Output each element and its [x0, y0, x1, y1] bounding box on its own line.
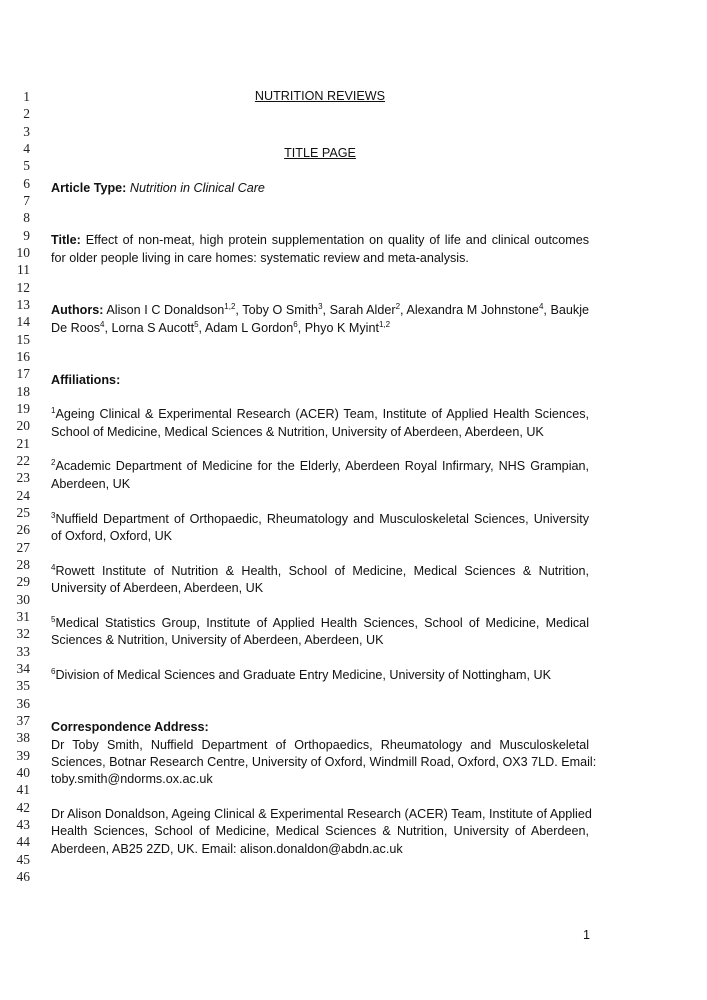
title-label: Title: — [51, 233, 81, 247]
author: Lorna S Aucott$^5$, — [111, 319, 203, 335]
line-number: 46 — [16, 869, 30, 884]
affiliations-heading — [51, 372, 589, 389]
affiliation-1-line-1: $^1$Ageing Clinical & Experimental Research (ACER) Team, Institute of Applied Health Sciences, — [51, 405, 589, 421]
author: Baukje — [550, 303, 590, 317]
affiliation-6-line-1: $^6$Division of Medical Sciences and Graduate Entry Medicine, University of Nottingham, UK — [51, 666, 552, 682]
affiliations-label: Affiliations: — [51, 373, 121, 387]
line-number: 12 — [16, 280, 30, 295]
line-number: 19 — [16, 401, 30, 416]
author: Alison I C Donaldson$^{1,2}$, — [106, 301, 239, 317]
line-number: 27 — [16, 540, 30, 555]
affiliation-5-line-1: $^5$Medical Statistics Group, Institute of Applied Health Sciences, School of Medicine, Medical — [51, 614, 589, 630]
line-number: 13 — [16, 297, 30, 312]
page-number: 1 — [582, 928, 590, 942]
article-type-line — [51, 180, 589, 197]
line-number: 30 — [16, 592, 30, 607]
line-number: 29 — [16, 574, 30, 589]
line-number: 45 — [16, 852, 30, 867]
title-page-heading — [51, 145, 589, 162]
line-number: 34 — [16, 661, 30, 676]
line-number: 1 — [23, 89, 30, 104]
line-number: 8 — [23, 210, 30, 225]
line-number: 32 — [16, 626, 30, 641]
email-link[interactable]: toby.smith@ndorms.ox.ac.uk — [51, 772, 213, 786]
line-number: 23 — [16, 470, 30, 485]
line-number: 33 — [16, 644, 30, 659]
line-number: 25 — [16, 505, 30, 520]
journal-name: NUTRITION REVIEWS — [254, 89, 386, 103]
line-number: 28 — [16, 557, 30, 572]
affiliation-5-line-2: Sciences & Nutrition, University of Aberdeen, Aberdeen, UK — [51, 633, 384, 647]
line-number: 10 — [16, 245, 30, 260]
author: Phyo K Myint$^{1,2}$ — [304, 319, 391, 335]
author: Sarah Alder$^2$, — [329, 301, 404, 317]
author: Toby O Smith$^3$, — [242, 301, 327, 317]
line-number: 40 — [16, 765, 30, 780]
affiliation-3-line-2: of Oxford, Oxford, UK — [51, 529, 173, 543]
title-text-2: for older people living in care homes: systematic review and meta-analysis. — [51, 251, 469, 265]
line-number: 44 — [16, 834, 30, 849]
line-number: 17 — [16, 366, 30, 381]
line-number: 9 — [23, 228, 30, 243]
title-text-1: Effect of non-meat, high protein supplementation on quality of life and clinical outcomes — [85, 233, 590, 247]
line-number: 26 — [16, 522, 30, 537]
line-number: 20 — [16, 418, 30, 433]
title-line-2 — [51, 250, 589, 267]
line-number: 37 — [16, 713, 30, 728]
author: De Roos$^4$, — [51, 319, 108, 335]
title-page-label: TITLE PAGE — [284, 146, 356, 160]
line-number: 16 — [16, 349, 30, 364]
correspondence-1-line-1: Dr Toby Smith, Nuffield Department of Orthopaedics, Rheumatology and Musculoskeletal — [51, 738, 589, 752]
correspondence-1-line-2: Sciences, Botnar Research Centre, University of Oxford, Windmill Road, Oxford, OX3 7LD. Email: — [51, 755, 597, 769]
article-type-value: Nutrition in Clinical Care — [129, 181, 265, 195]
affiliation-3-line-1: $^3$Nuffield Department of Orthopaedic, Rheumatology and Musculoskeletal Sciences, University — [51, 510, 589, 526]
line-number: 11 — [17, 262, 30, 277]
author: Adam L Gordon$^6$, — [204, 319, 302, 335]
line-number: 22 — [16, 453, 30, 468]
title-line-1 — [51, 232, 589, 249]
affiliation-2-line-2: Aberdeen, UK — [51, 477, 131, 491]
authors-label: Authors: — [51, 303, 104, 317]
author: Alexandra M Johnstone$^4$, — [406, 301, 547, 317]
correspondence-2-line-1: Dr Alison Donaldson, Ageing Clinical & Experimental Research (ACER) Team, Institute of Applied — [51, 807, 592, 821]
correspondence-2-line-3: Aberdeen, AB25 2ZD, UK. Email: alison.donaldon@abdn.ac.uk — [51, 842, 403, 856]
affiliation-2-line-1: $^2$Academic Department of Medicine for the Elderly, Aberdeen Royal Infirmary, NHS Grampian, — [51, 457, 589, 473]
line-number: 18 — [16, 384, 30, 399]
correspondence-2-line-2: Health Sciences, School of Medicine, Medical Sciences & Nutrition, University of Aberdeen, — [51, 824, 589, 838]
line-number: 4 — [23, 141, 30, 156]
line-number: 39 — [16, 748, 30, 763]
line-number: 41 — [16, 782, 30, 797]
line-number: 31 — [16, 609, 30, 624]
authors-line-2 — [51, 320, 589, 337]
line-number: 38 — [16, 730, 30, 745]
line-number: 24 — [16, 488, 30, 503]
line-number: 42 — [16, 800, 30, 815]
line-number: 14 — [16, 314, 30, 329]
affiliation-4-line-1: $^4$Rowett Institute of Nutrition & Health, School of Medicine, Medical Sciences & Nutrition, — [51, 562, 589, 578]
line-number: 36 — [16, 696, 30, 711]
line-number: 6 — [23, 176, 30, 191]
affiliation-1-line-2: School of Medicine, Medical Sciences & Nutrition, University of Aberdeen, Aberdeen, UK — [51, 425, 544, 439]
correspondence-label: Correspondence Address: — [51, 720, 209, 734]
article-type-label: Article Type: — [51, 181, 127, 195]
authors-line-1 — [51, 302, 589, 319]
line-number: 15 — [16, 332, 30, 347]
affiliation-4-line-2: University of Aberdeen, Aberdeen, UK — [51, 581, 264, 595]
line-number: 3 — [23, 124, 30, 139]
correspondence-1-line-3 — [51, 771, 589, 788]
line-number: 35 — [16, 678, 30, 693]
line-number: 21 — [16, 436, 30, 451]
correspondence-heading — [51, 719, 589, 736]
journal-heading — [51, 88, 589, 105]
line-number: 5 — [23, 158, 30, 173]
line-number: 2 — [23, 106, 30, 121]
line-number: 7 — [23, 193, 30, 208]
line-number: 43 — [16, 817, 30, 832]
